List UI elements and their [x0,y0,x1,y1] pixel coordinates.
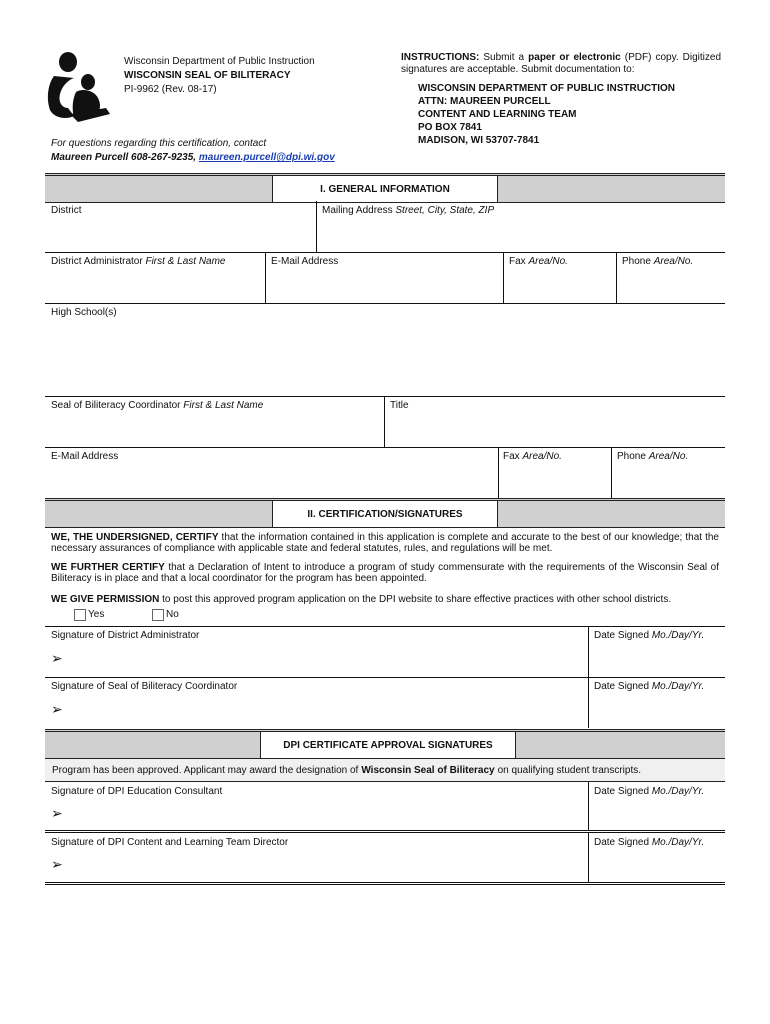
form-number: PI-9962 (Rev. 08-17) [124,84,217,95]
coordinator-fax-label: Fax Area/No. [503,451,562,462]
address-line: CONTENT AND LEARNING TEAM [418,109,577,120]
date-signed-label: Date Signed Mo./Day/Yr. [594,630,705,641]
date-signed-label: Date Signed Mo./Day/Yr. [594,786,705,797]
admin-phone-label: Phone Area/No. [622,256,694,267]
section-general-info-bar [45,173,725,203]
district-administrator-label: District Administrator First & Last Name [51,256,226,267]
form-title: WISCONSIN SEAL OF BILITERACY [124,70,291,81]
section-title: DPI CERTIFICATE APPROVAL SIGNATURES [260,732,516,758]
approval-statement: Program has been approved. Applicant may award the designation of Wisconsin Seal of Biliteracy on qualifying student transcripts. [45,758,725,782]
instructions-bold: paper or electronic [528,52,621,63]
contact-name-phone: Maureen Purcell 608-267-9235, [51,152,197,163]
certify-paragraph: WE, THE UNDERSIGNED, CERTIFY that the information contained in this application is complete and accurate to the best of our knowledge; that the necessary assurances of compliance with applicable state and federal statutes, rules, and regulations will be met. [51,532,719,554]
dpi-logo [44,50,114,122]
section-dpi-approval-bar [45,729,725,759]
sign-here-arrow-icon: ➢ [51,805,63,821]
sig-dpi-director-label: Signature of DPI Content and Learning Team Director [51,837,289,848]
mailing-address-label: Mailing Address Street, City, State, ZIP [322,205,495,216]
instructions [401,52,721,76]
permission-no-label: No [166,609,179,620]
coordinator-title-label: Title [390,400,409,411]
address-line: WISCONSIN DEPARTMENT OF PUBLIC INSTRUCTION [418,83,676,94]
address-line: MADISON, WI 53707-7841 [418,135,540,146]
high-schools-label: High School(s) [51,307,117,318]
coordinator-name-label: Seal of Biliteracy Coordinator First & Last Name [51,400,264,411]
instructions-text-1: Submit a [479,52,529,63]
coordinator-email-label: E-Mail Address [51,451,119,462]
department-name: Wisconsin Department of Public Instruction [124,56,315,67]
questions-line: For questions regarding this certification, contact [51,138,267,149]
section-certification-bar [45,498,725,528]
date-signed-label: Date Signed Mo./Day/Yr. [594,681,705,692]
section-title: I. GENERAL INFORMATION [272,176,498,202]
sig-district-admin-label: Signature of District Administrator [51,630,200,641]
sign-here-arrow-icon: ➢ [51,650,63,666]
coordinator-phone-label: Phone Area/No. [617,451,689,462]
sig-coordinator-label: Signature of Seal of Biliteracy Coordinator [51,681,238,692]
contact-email-link[interactable]: maureen.purcell@dpi.wi.gov [198,152,335,163]
district-label: District [51,205,82,216]
questions-contact [51,137,335,165]
permission-paragraph: WE GIVE PERMISSION to post this approved program application on the DPI website to share effective practices with other school districts. [51,594,672,605]
sign-here-arrow-icon: ➢ [51,856,63,872]
further-certify-paragraph: WE FURTHER CERTIFY that a Declaration of Intent to introduce a program of study commensurate with the requirements of the Wisconsin Seal of Biliteracy is in place and that a local coordinator for the program has been appointed. [51,562,720,584]
sig-dpi-consultant-label: Signature of DPI Education Consultant [51,786,223,797]
instructions-lead: INSTRUCTIONS: [401,52,480,63]
sign-here-arrow-icon: ➢ [51,701,63,717]
permission-yes-label: Yes [88,609,105,620]
permission-yes-checkbox[interactable] [74,609,86,621]
permission-no-checkbox[interactable] [152,609,164,621]
instructions-text-2: (PDF) copy. Digitized signatures are acceptable. Submit documentation to: [401,52,722,75]
section-title: II. CERTIFICATION/SIGNATURES [272,501,498,527]
address-line: ATTN: MAUREEN PURCELL [418,96,551,107]
mailing-address-block [418,82,675,147]
admin-email-label: E-Mail Address [271,256,339,267]
date-signed-label: Date Signed Mo./Day/Yr. [594,837,705,848]
admin-fax-label: Fax Area/No. [509,256,568,267]
header-left [124,55,315,97]
address-line: PO BOX 7841 [418,122,482,133]
